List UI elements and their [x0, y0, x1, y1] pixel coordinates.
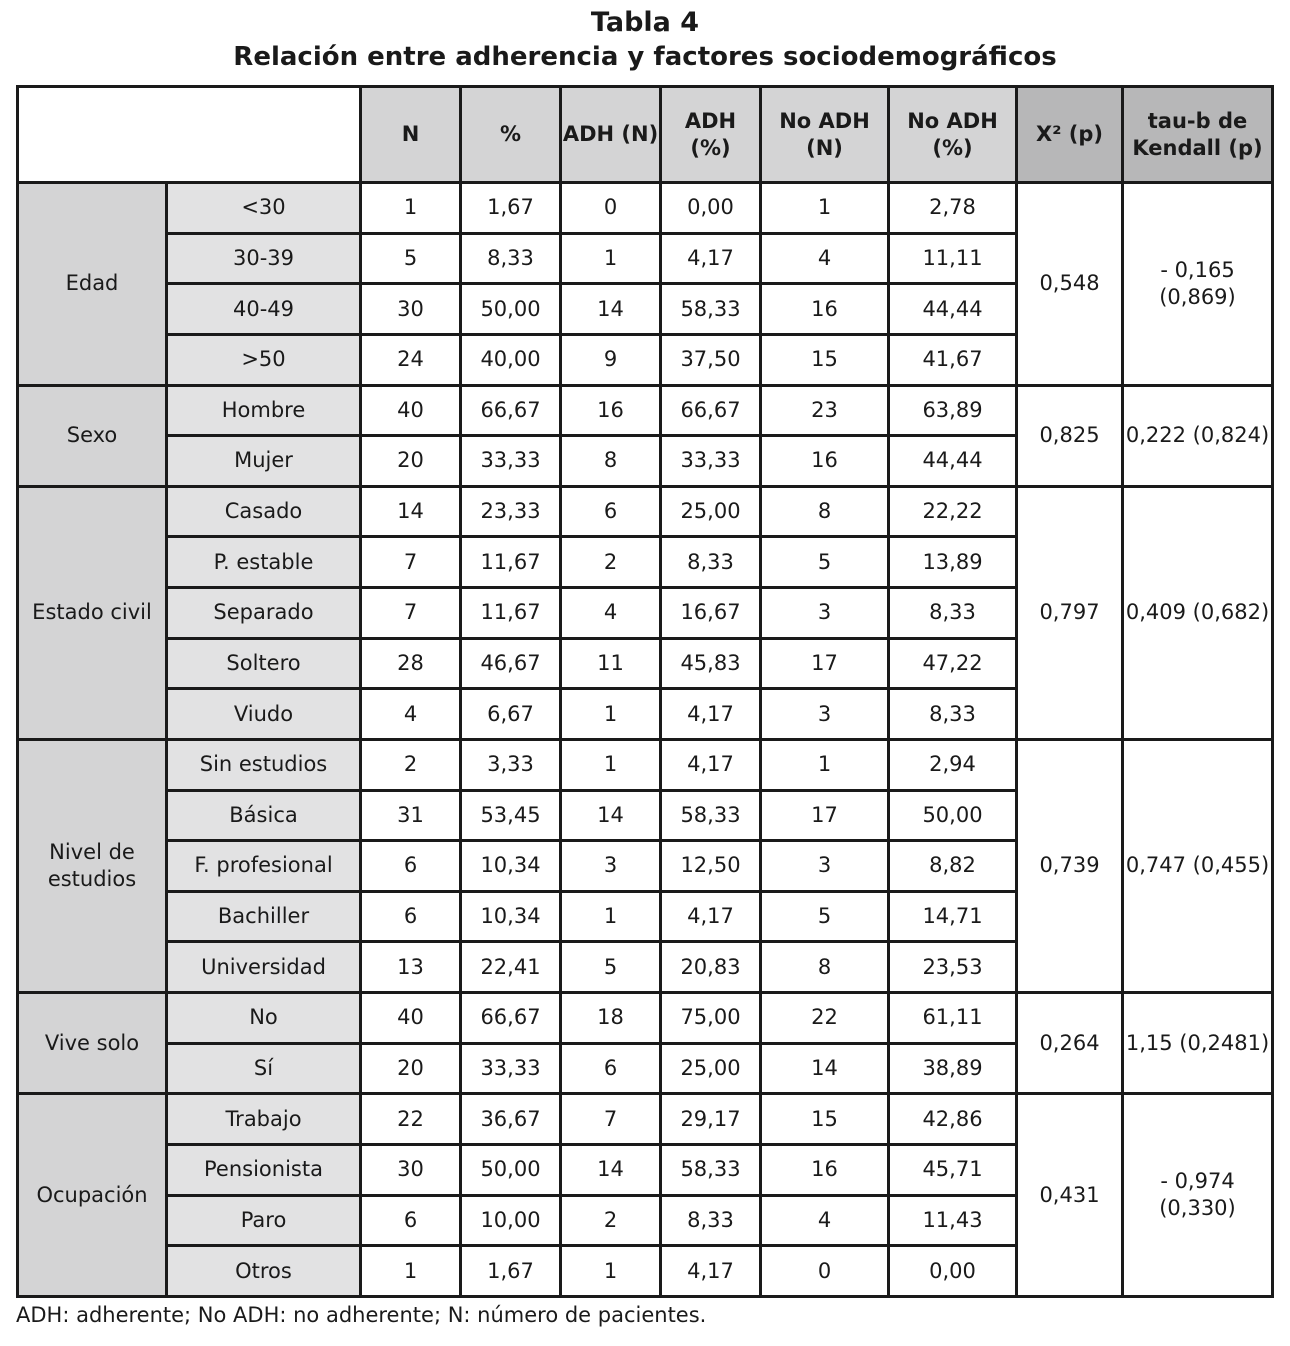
- value-cell: 4,17: [661, 1246, 761, 1297]
- value-cell: 36,67: [461, 1094, 561, 1145]
- kendall-cell: 0,409 (0,682): [1123, 486, 1273, 739]
- value-cell: 4: [761, 233, 889, 284]
- chi-square-cell: 0,548: [1017, 183, 1123, 386]
- value-cell: 20,83: [661, 942, 761, 993]
- value-cell: 0,00: [889, 1246, 1017, 1297]
- row-label: <30: [167, 183, 361, 234]
- value-cell: 23,53: [889, 942, 1017, 993]
- value-cell: 6: [361, 841, 461, 892]
- value-cell: 18: [561, 993, 661, 1044]
- value-cell: 45,83: [661, 638, 761, 689]
- row-label: Trabajo: [167, 1094, 361, 1145]
- value-cell: 8,33: [461, 233, 561, 284]
- kendall-cell: - 0,165 (0,869): [1123, 183, 1273, 386]
- value-cell: 16: [761, 284, 889, 335]
- value-cell: 1,67: [461, 1246, 561, 1297]
- row-label: Universidad: [167, 942, 361, 993]
- kendall-cell: - 0,974 (0,330): [1123, 1094, 1273, 1297]
- value-cell: 16,67: [661, 588, 761, 639]
- value-cell: 42,86: [889, 1094, 1017, 1145]
- header-cell: No ADH (N): [761, 87, 889, 183]
- value-cell: 3: [761, 588, 889, 639]
- value-cell: 30: [361, 1144, 461, 1195]
- value-cell: 37,50: [661, 334, 761, 385]
- value-cell: 4: [761, 1195, 889, 1246]
- row-label: Bachiller: [167, 891, 361, 942]
- value-cell: 58,33: [661, 790, 761, 841]
- value-cell: 22,41: [461, 942, 561, 993]
- row-label: Viudo: [167, 689, 361, 740]
- header-cell-chi-square: X² (p): [1017, 87, 1123, 183]
- header-cell: N: [361, 87, 461, 183]
- value-cell: 10,34: [461, 891, 561, 942]
- value-cell: 50,00: [889, 790, 1017, 841]
- value-cell: 17: [761, 638, 889, 689]
- value-cell: 53,45: [461, 790, 561, 841]
- row-label: Sin estudios: [167, 739, 361, 790]
- table-row: [18, 385, 1273, 436]
- value-cell: 8: [761, 942, 889, 993]
- value-cell: 22: [761, 993, 889, 1044]
- group-label: Ocupación: [18, 1094, 167, 1297]
- value-cell: 66,67: [461, 993, 561, 1044]
- header-cell: ADH (%): [661, 87, 761, 183]
- row-label: Sí: [167, 1043, 361, 1094]
- value-cell: 20: [361, 1043, 461, 1094]
- value-cell: 4: [361, 689, 461, 740]
- chi-square-cell: 0,264: [1017, 993, 1123, 1094]
- value-cell: 63,89: [889, 385, 1017, 436]
- value-cell: 1,67: [461, 183, 561, 234]
- value-cell: 7: [361, 537, 461, 588]
- row-label: Soltero: [167, 638, 361, 689]
- kendall-cell: 0,222 (0,824): [1123, 385, 1273, 486]
- value-cell: 16: [761, 1144, 889, 1195]
- row-label: Mujer: [167, 436, 361, 487]
- value-cell: 10,00: [461, 1195, 561, 1246]
- value-cell: 4,17: [661, 689, 761, 740]
- table-row: [18, 486, 1273, 537]
- value-cell: 4,17: [661, 233, 761, 284]
- header-cell: No ADH (%): [889, 87, 1017, 183]
- chi-square-cell: 0,825: [1017, 385, 1123, 486]
- value-cell: 2,78: [889, 183, 1017, 234]
- row-label: F. profesional: [167, 841, 361, 892]
- value-cell: 2: [561, 537, 661, 588]
- value-cell: 5: [361, 233, 461, 284]
- value-cell: 8,33: [889, 588, 1017, 639]
- row-label: P. estable: [167, 537, 361, 588]
- value-cell: 6,67: [461, 689, 561, 740]
- group-label: Vive solo: [18, 993, 167, 1094]
- value-cell: 8: [761, 486, 889, 537]
- row-label: Separado: [167, 588, 361, 639]
- value-cell: 1: [561, 233, 661, 284]
- chi-square-cell: 0,797: [1017, 486, 1123, 739]
- value-cell: 14: [561, 284, 661, 335]
- value-cell: 11,67: [461, 537, 561, 588]
- value-cell: 3,33: [461, 739, 561, 790]
- value-cell: 2: [561, 1195, 661, 1246]
- value-cell: 14: [561, 790, 661, 841]
- value-cell: 14: [561, 1144, 661, 1195]
- value-cell: 1: [561, 739, 661, 790]
- value-cell: 11,11: [889, 233, 1017, 284]
- value-cell: 6: [561, 486, 661, 537]
- value-cell: 46,67: [461, 638, 561, 689]
- value-cell: 1: [361, 183, 461, 234]
- value-cell: 58,33: [661, 284, 761, 335]
- chi-square-cell: 0,431: [1017, 1094, 1123, 1297]
- table-row: [18, 183, 1273, 234]
- group-label: Nivel de estudios: [18, 739, 167, 992]
- value-cell: 58,33: [661, 1144, 761, 1195]
- value-cell: 47,22: [889, 638, 1017, 689]
- value-cell: 15: [761, 334, 889, 385]
- value-cell: 1: [561, 1246, 661, 1297]
- table-title: Tabla 4: [590, 7, 700, 38]
- value-cell: 44,44: [889, 284, 1017, 335]
- value-cell: 2: [361, 739, 461, 790]
- value-cell: 0,00: [661, 183, 761, 234]
- value-cell: 29,17: [661, 1094, 761, 1145]
- value-cell: 5: [761, 537, 889, 588]
- value-cell: 15: [761, 1094, 889, 1145]
- table-subtitle: Relación entre adherencia y factores sociodemográficos: [233, 42, 1057, 72]
- value-cell: 5: [561, 942, 661, 993]
- row-label: >50: [167, 334, 361, 385]
- value-cell: 23: [761, 385, 889, 436]
- header-cell: ADH (N): [561, 87, 661, 183]
- header-blank-cell: [18, 87, 361, 183]
- value-cell: 0: [561, 183, 661, 234]
- footnote: ADH: adherente; No ADH: no adherente; N: número de pacientes.: [16, 1303, 707, 1327]
- header-cell-kendall: tau-b de Kendall (p): [1123, 87, 1273, 183]
- value-cell: 40,00: [461, 334, 561, 385]
- value-cell: 1: [361, 1246, 461, 1297]
- row-label: Pensionista: [167, 1144, 361, 1195]
- value-cell: 4,17: [661, 739, 761, 790]
- value-cell: 14: [761, 1043, 889, 1094]
- value-cell: 25,00: [661, 1043, 761, 1094]
- value-cell: 4: [561, 588, 661, 639]
- row-label: No: [167, 993, 361, 1044]
- row-label: Paro: [167, 1195, 361, 1246]
- value-cell: 28: [361, 638, 461, 689]
- value-cell: 50,00: [461, 284, 561, 335]
- row-label: Otros: [167, 1246, 361, 1297]
- value-cell: 0: [761, 1246, 889, 1297]
- value-cell: 33,33: [461, 1043, 561, 1094]
- value-cell: 7: [361, 588, 461, 639]
- value-cell: 20: [361, 436, 461, 487]
- data-table: [16, 85, 1274, 1298]
- header-cell: %: [461, 87, 561, 183]
- value-cell: 14: [361, 486, 461, 537]
- value-cell: 33,33: [461, 436, 561, 487]
- value-cell: 11,43: [889, 1195, 1017, 1246]
- group-label: Estado civil: [18, 486, 167, 739]
- value-cell: 16: [561, 385, 661, 436]
- chi-square-cell: 0,739: [1017, 739, 1123, 992]
- value-cell: 1: [761, 183, 889, 234]
- value-cell: 66,67: [661, 385, 761, 436]
- group-label: Sexo: [18, 385, 167, 486]
- value-cell: 1: [561, 891, 661, 942]
- table-row: [18, 993, 1273, 1044]
- value-cell: 61,11: [889, 993, 1017, 1044]
- value-cell: 13,89: [889, 537, 1017, 588]
- value-cell: 8,33: [889, 689, 1017, 740]
- row-label: Hombre: [167, 385, 361, 436]
- value-cell: 41,67: [889, 334, 1017, 385]
- value-cell: 50,00: [461, 1144, 561, 1195]
- value-cell: 31: [361, 790, 461, 841]
- group-label: Edad: [18, 183, 167, 386]
- row-label: Casado: [167, 486, 361, 537]
- value-cell: 17: [761, 790, 889, 841]
- value-cell: 3: [561, 841, 661, 892]
- value-cell: 6: [561, 1043, 661, 1094]
- value-cell: 4,17: [661, 891, 761, 942]
- value-cell: 1: [561, 689, 661, 740]
- value-cell: 44,44: [889, 436, 1017, 487]
- value-cell: 33,33: [661, 436, 761, 487]
- value-cell: 40: [361, 385, 461, 436]
- row-label: 40-49: [167, 284, 361, 335]
- value-cell: 25,00: [661, 486, 761, 537]
- value-cell: 6: [361, 1195, 461, 1246]
- value-cell: 12,50: [661, 841, 761, 892]
- kendall-cell: 1,15 (0,2481): [1123, 993, 1273, 1094]
- value-cell: 40: [361, 993, 461, 1044]
- value-cell: 6: [361, 891, 461, 942]
- table-row: [18, 739, 1273, 790]
- header-row: [18, 87, 1273, 183]
- value-cell: 75,00: [661, 993, 761, 1044]
- value-cell: 45,71: [889, 1144, 1017, 1195]
- value-cell: 8: [561, 436, 661, 487]
- value-cell: 8,33: [661, 537, 761, 588]
- value-cell: 9: [561, 334, 661, 385]
- value-cell: 38,89: [889, 1043, 1017, 1094]
- value-cell: 3: [761, 689, 889, 740]
- value-cell: 22: [361, 1094, 461, 1145]
- value-cell: 30: [361, 284, 461, 335]
- value-cell: 23,33: [461, 486, 561, 537]
- value-cell: 3: [761, 841, 889, 892]
- value-cell: 8,82: [889, 841, 1017, 892]
- value-cell: 14,71: [889, 891, 1017, 942]
- value-cell: 7: [561, 1094, 661, 1145]
- value-cell: 5: [761, 891, 889, 942]
- table-row: [18, 1094, 1273, 1145]
- value-cell: 11: [561, 638, 661, 689]
- kendall-cell: 0,747 (0,455): [1123, 739, 1273, 992]
- value-cell: 2,94: [889, 739, 1017, 790]
- value-cell: 66,67: [461, 385, 561, 436]
- value-cell: 22,22: [889, 486, 1017, 537]
- row-label: 30-39: [167, 233, 361, 284]
- value-cell: 10,34: [461, 841, 561, 892]
- value-cell: 1: [761, 739, 889, 790]
- value-cell: 24: [361, 334, 461, 385]
- value-cell: 11,67: [461, 588, 561, 639]
- value-cell: 13: [361, 942, 461, 993]
- row-label: Básica: [167, 790, 361, 841]
- value-cell: 8,33: [661, 1195, 761, 1246]
- value-cell: 16: [761, 436, 889, 487]
